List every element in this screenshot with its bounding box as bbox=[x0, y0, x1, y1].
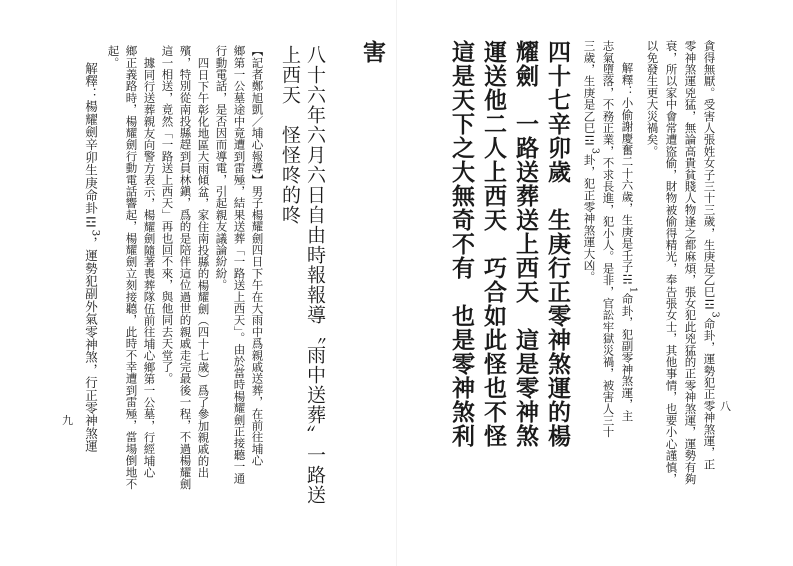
article-line: 【記者鄭旭凱／埔心報導】男子楊耀劍四日下午在大雨中爲親戚送葬，在前往埔心 bbox=[250, 45, 265, 467]
text-line: 貪得無厭。受害人張姓女子三十三歲，生庚是乙巳☲$^3$命卦，運勢犯正零神煞運，正 bbox=[702, 40, 721, 471]
headline-line: 四十七辛卯歲 生庚行正零神煞運的楊 bbox=[544, 40, 570, 448]
article-line: 這一相送，竟然「一路送上西天」再也回不來，與他同去天堂了。 bbox=[160, 45, 175, 385]
headline-line: 運送他二人上西天 巧合如此怪也不怪 bbox=[480, 40, 506, 448]
explanation-line: 志氣墮落，不務正業，不求長進，犯小人。是非，官訟牢獄災禍，被害人三十 bbox=[601, 40, 616, 438]
article-line: 據同行送葬親友向警方表示，楊耀劍隨著喪葬隊伍前往埔心鄉第一公墓，行經埔心 bbox=[142, 57, 157, 479]
article-line: 四日下午彰化地區大雨傾盆，家住南投縣的楊耀劍（四十七歲）爲了參加親戚的出 bbox=[196, 57, 211, 479]
hexagram-icon: ☲ bbox=[83, 214, 99, 230]
article-line: 起。 bbox=[106, 45, 121, 69]
text-line: 零神煞運兇猛，無論高貴貧賤人物逢之都麻煩，張女犯此兇猛的正零神煞運，運勢有夠 bbox=[683, 40, 698, 485]
explanation-line: 解釋：小偷謝慶奮二十六歲，生庚是壬子☵$^1$命卦，犯副零神煞運，主 bbox=[620, 62, 639, 422]
article-line: 鄉第一公墓途中竟遭到雷殛，結果送葬「一路送上西天」。由於當時楊耀劍正接聽一通 bbox=[232, 45, 247, 484]
article-line: 鄉正義路時，楊耀劍行動電話響起，楊耀劍立刻接聽，此時不幸遭到雷殛，當場倒地不 bbox=[124, 45, 139, 490]
hexagram-icon: ☲ bbox=[582, 133, 597, 148]
headline-line: 這是天下之大無奇不有 也是零神煞利 bbox=[448, 40, 474, 448]
explanation-line: 三歲，生庚是乙巳☲$^3$卦，犯正零神煞運大凶。 bbox=[582, 40, 601, 283]
news-title-line: 八十六年六月六日自由時報報導〝雨中送葬〞一路送 bbox=[304, 45, 326, 505]
final-explanation: 解釋：楊耀劍辛卯生庚命卦☲$^3$，運勢犯副外氣零神煞，行正零神煞運 bbox=[83, 62, 102, 453]
text-line: 以免發生更大災禍矣。 bbox=[645, 40, 660, 157]
news-title-line: 上西天 怪怪咚的咚 bbox=[279, 45, 301, 225]
page-gutter bbox=[396, 0, 397, 566]
page-number: 八 bbox=[720, 400, 731, 413]
page-number: 九 bbox=[62, 414, 73, 427]
hexagram-icon: ☵ bbox=[620, 272, 635, 287]
text-line: 衰，所以家中會常遭盜偷，財物被偷得精光，奉告張女士，其他事情，也要小心謹慎， bbox=[664, 40, 679, 485]
hexagram-icon: ☲ bbox=[702, 297, 717, 312]
headline-end: 害 bbox=[359, 40, 385, 64]
headline-line: 耀劍 一路送葬送上西天 這是零神煞 bbox=[512, 40, 538, 448]
article-line: 殯，特別從南投縣趕到員林鎭，爲的是陪伴這位過世的親戚走完最後一程，不過楊耀劍 bbox=[178, 45, 193, 490]
article-line: 行動電話，是否因而導電，引起親友議論紛紛。 bbox=[214, 45, 229, 291]
